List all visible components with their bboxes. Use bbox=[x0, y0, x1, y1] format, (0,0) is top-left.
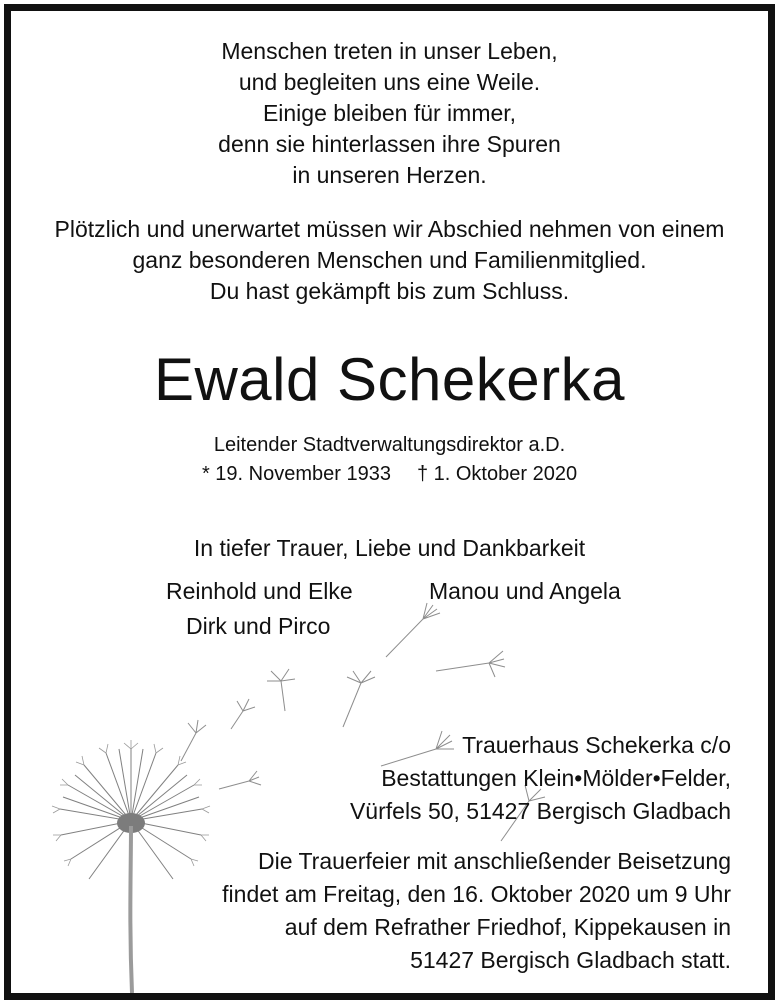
life-dates bbox=[11, 460, 768, 489]
family-name: Reinhold und Elke bbox=[166, 578, 353, 604]
intro-line: Plötzlich und unerwartet müssen wir Abschied nehmen von einem bbox=[54, 216, 725, 242]
intro-line: ganz besonderen Menschen und Familienmitglied. bbox=[132, 247, 647, 273]
address-line: Trauerhaus Schekerka c/o bbox=[462, 732, 731, 758]
poem-line: in unseren Herzen. bbox=[292, 162, 487, 188]
service-line: Die Trauerfeier mit anschließender Beisetzung bbox=[257, 848, 731, 874]
poem-line: denn sie hinterlassen ihre Spuren bbox=[218, 131, 561, 157]
service-line: auf dem Refrather Friedhof, Kippekausen in bbox=[284, 914, 731, 940]
family-name: Dirk und Pirco bbox=[186, 613, 331, 639]
poem-line: und begleiten uns eine Weile. bbox=[238, 69, 541, 95]
address-line: Vürfels 50, 51427 Bergisch Gladbach bbox=[349, 798, 731, 824]
death-date: † 1. Oktober 2020 bbox=[416, 463, 578, 485]
service-line: 51427 Bergisch Gladbach statt. bbox=[410, 947, 731, 973]
family-name: Manou und Angela bbox=[429, 578, 621, 604]
address-block bbox=[350, 729, 731, 828]
deceased-title: Leitender Stadtverwaltungsdirektor a.D. bbox=[213, 434, 566, 456]
poem-line: Einige bleiben für immer, bbox=[262, 100, 517, 126]
intro-line: Du hast gekämpft bis zum Schluss. bbox=[209, 278, 570, 304]
address-line: Bestattungen Klein•Mölder•Felder, bbox=[381, 765, 731, 791]
poem-line: Menschen treten in unser Leben, bbox=[221, 38, 558, 64]
birth-date: * 19. November 1933 bbox=[201, 463, 391, 485]
deceased-name: Ewald Schekerka bbox=[153, 346, 626, 413]
obituary-frame bbox=[4, 4, 775, 1000]
service-line: findet am Freitag, den 16. Oktober 2020 um 9 Uhr bbox=[222, 881, 731, 907]
mourning-line: In tiefer Trauer, Liebe und Dankbarkeit bbox=[193, 535, 586, 561]
service-block bbox=[222, 845, 731, 977]
